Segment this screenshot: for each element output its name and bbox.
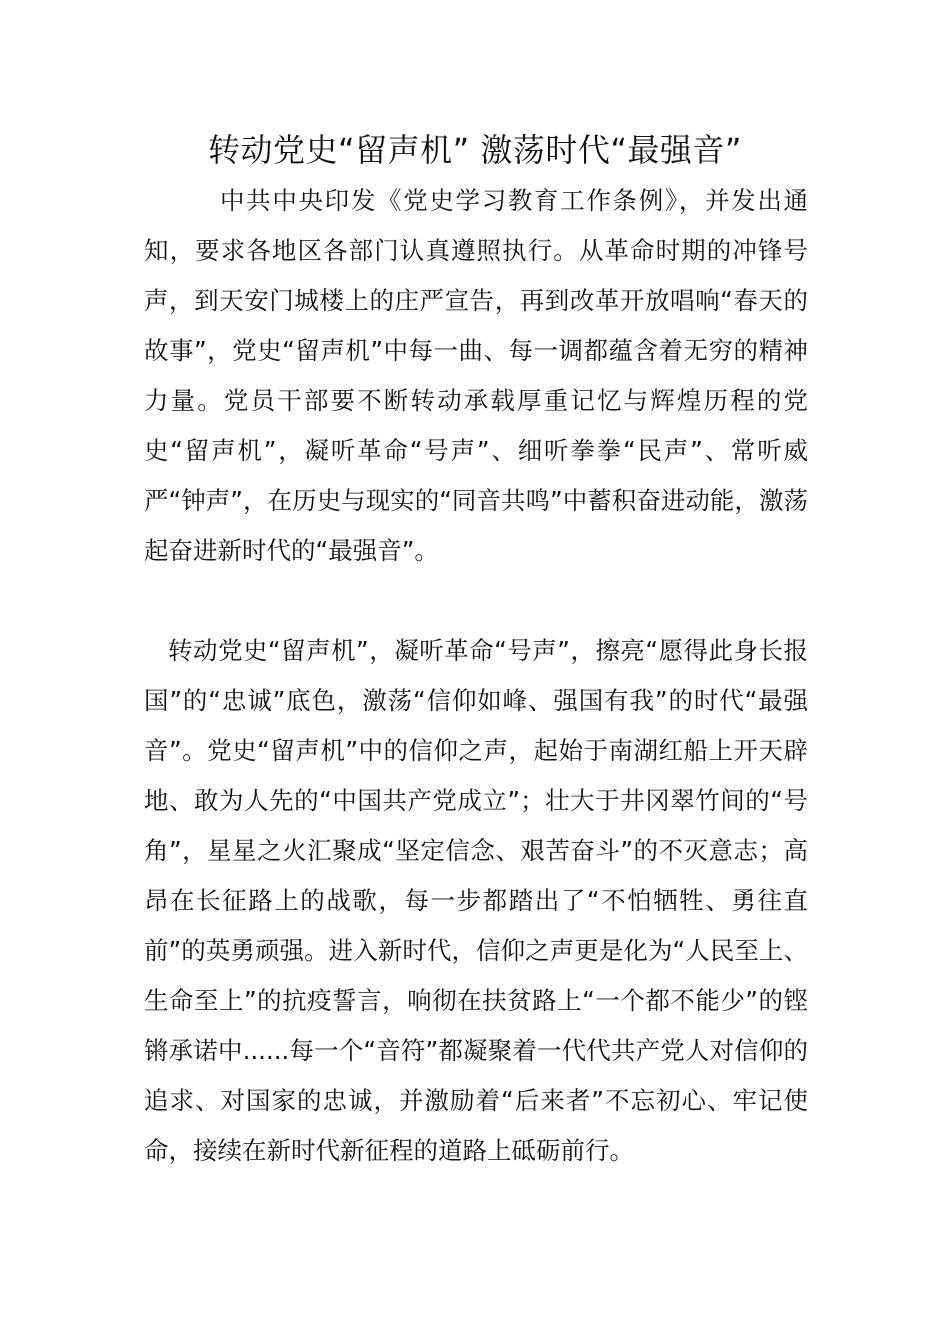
article-title: 转动党史“留声机” 激荡时代“最强音” <box>208 131 742 169</box>
paragraph-1: 中共中央印发《党史学习教育工作条例》，并发出通知，要求各地区各部门认真遵照执行。从革命时期的冲锋号声，到天安门城楼上的庄严宣告，再到改革开放唱响“春天的故事”，党史“留声机”中每一曲、每一调都蕴含着无穷的精神力量。党员干部要不断转动承载厚重记忆与辉煌历程的党史“留声机”，凝听革命“号声”、细听拳拳“民声”、常听威严“钟声”，在历史与现实的“同音共鸣”中蓄积奋进动能，激荡起奋进新时代的“最强音”。 <box>144 186 808 565</box>
paragraph-2: 转动党史“留声机”，凝听革命“号声”，擦亮“愿得此身长报国”的“忠诚”底色，激荡“信仰如峰、强国有我”的时代“最强音”。党史“留声机”中的信仰之声，起始于南湖红船上开天辟地、敢为人先的“中国共产党成立”；壮大于井冈翠竹间的“号角”，星星之火汇聚成“坚定信念、艰苦奋斗”的不灭意志；高昂在长征路上的战歌，每一步都踏出了“不怕牺牲、勇往直前”的英勇顽强。进入新时代，信仰之声更是化为“人民至上、生命至上”的抗疫誓言，响彻在扶贫路上“一个都不能少”的铿锵承诺中......每一个“音符”都凝聚着一代代共产党人对信仰的追求、对国家的忠诚，并激励着“后来者”不忘初心、牢记使命，接续在新时代新征程的道路上砥砺前行。 <box>144 636 808 1165</box>
